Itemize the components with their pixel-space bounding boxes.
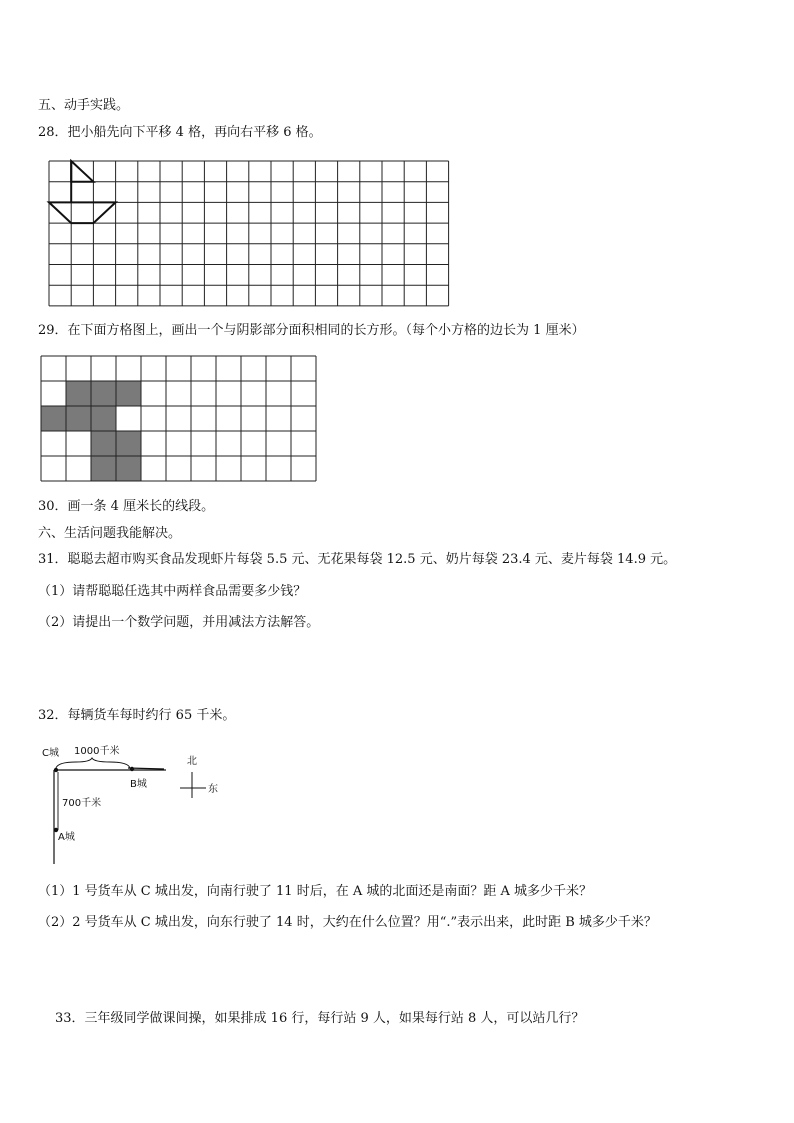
question-32-part-1: （1）1 号货车从 C 城出发，向南行驶了 11 时后，在 A 城的北面还是南面？距 A 城多少千米？	[38, 884, 592, 899]
distance-ca-label: 700千米	[62, 798, 102, 809]
city-a-label: A城	[58, 832, 75, 843]
section-6-heading: 六、生活问题我能解决。	[38, 526, 182, 541]
shaded-cell	[116, 456, 141, 481]
shaded-cell	[66, 381, 91, 406]
question-28: 28．把小船先向下平移 4 格，再向右平移 6 格。	[38, 125, 322, 140]
question-32: 32．每辆货车每时约行 65 千米。	[38, 708, 236, 723]
shaded-cell	[116, 381, 141, 406]
shaded-cell	[41, 406, 66, 431]
north-label: 北	[187, 756, 197, 767]
east-label: 东	[208, 784, 218, 795]
shaded-cell	[116, 431, 141, 456]
shaded-cell	[91, 431, 116, 456]
distance-cb-label: 1000千米	[74, 746, 120, 757]
boat-shape	[49, 161, 116, 223]
city-b-dot	[130, 767, 134, 771]
city-c-dot	[54, 768, 58, 772]
question-33: 33．三年级同学做课间操，如果排成 16 行，每行站 9 人，如果每行站 8 人，可以站几行？	[55, 1011, 585, 1026]
question-31: 31．聪聪去超市购买食品发现虾片每袋 5.5 元、无花果每袋 12.5 元、奶片每袋 23.4 元、麦片每袋 14.9 元。	[38, 552, 677, 567]
question-29: 29．在下面方格图上，画出一个与阴影部分面积相同的长方形。（每个小方格的边长为 1 厘米）	[38, 323, 585, 338]
shaded-cell	[91, 456, 116, 481]
question-31-part-1: （1）请帮聪聪任选其中两样食品需要多少钱？	[38, 584, 307, 599]
area-grid[interactable]	[40, 355, 317, 482]
question-30: 30．画一条 4 厘米长的线段。	[38, 499, 215, 514]
shaded-cell	[91, 381, 116, 406]
section-5-heading: 五、动手实践。	[38, 98, 130, 113]
brace-1000	[56, 758, 130, 768]
shaded-cell	[66, 406, 91, 431]
city-b-label: B城	[130, 779, 147, 790]
compass-icon	[178, 750, 228, 800]
shaded-cell	[91, 406, 116, 431]
boat-grid[interactable]	[48, 160, 450, 306]
question-32-part-2: （2）2 号货车从 C 城出发，向东行驶了 14 时，大约在什么位置？用“.”表示出来，此时距 B 城多少千米？	[38, 915, 657, 930]
city-c-label: C城	[42, 748, 59, 759]
question-31-part-2: （2）请提出一个数学问题，并用减法方法解答。	[38, 615, 320, 630]
